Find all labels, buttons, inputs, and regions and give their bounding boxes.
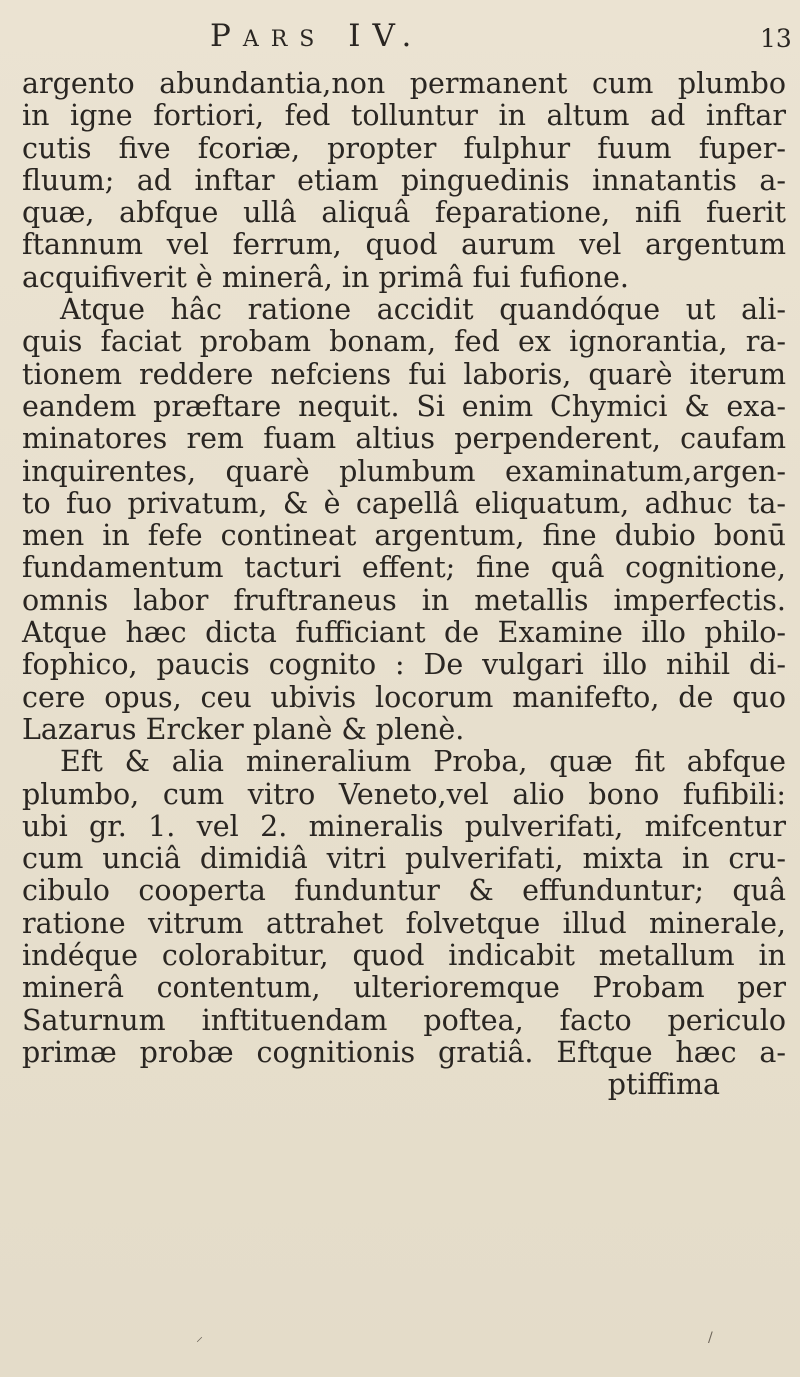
text-line: ftannum vel ferrum, quod aurum vel argentum (22, 228, 786, 262)
text-line: tionem reddere nefciens fui laboris, quarè iterum (22, 357, 786, 391)
text-line: cibulo cooperta funduntur & effunduntur; quâ (22, 874, 786, 908)
text-line: men in fefe contineat argentum, fine dubio bonū (22, 519, 786, 553)
ink-speck: / (708, 1330, 713, 1346)
text-line: eandem præftare nequit. Si enim Chymici & exa- (22, 389, 786, 423)
text-line: fundamentum tacturi effent; fine quâ cognitione, (22, 551, 786, 585)
paragraph-2 (22, 294, 786, 746)
text-line: Eft & alia mineralium Proba, quæ fit abfque (60, 745, 786, 779)
text-line: Lazarus Ercker planè & plenè. (22, 712, 465, 746)
text-line: inquirentes, quarè plumbum examinatum,argen- (22, 454, 786, 488)
text-line: fophico, paucis cognito : De vulgari illo nihil di- (22, 648, 786, 682)
text-line: primæ probæ cognitionis gratiâ. Eftque hæc a- (22, 1035, 786, 1069)
text-line: ubi gr. 1. vel 2. mineralis pulverifati, mifcentur (22, 809, 786, 843)
paragraph-3 (22, 746, 786, 1069)
page-number: 13 (760, 24, 792, 53)
text-line: cum unciâ dimidiâ vitri pulverifati, mixta in cru- (22, 842, 786, 876)
text-line: fluum; ad inftar etiam pinguedinis innatantis a- (22, 163, 786, 197)
text-line: Atque hæc dicta fufficiant de Examine illo philo- (22, 616, 786, 650)
ink-speck: ⸝ (196, 1329, 203, 1345)
text-line: argento abundantia,non permanent cum plumbo (22, 67, 786, 100)
text-line: to fuo privatum, & è capellâ eliquatum, adhuc ta- (22, 486, 786, 520)
catchword: ptiffima (607, 1068, 720, 1102)
text-line: plumbo, cum vitro Veneto,vel alio bono fufibili: (22, 777, 786, 811)
text-line: minerâ contentum, ulterioremque Probam per (22, 971, 786, 1005)
text-line: cutis five fcoriæ, propter fulphur fuum fuper- (22, 131, 786, 165)
running-head (0, 14, 800, 64)
text-line: ratione vitrum attrahet folvetque illud minerale, (22, 906, 786, 940)
text-line: quæ, abfque ullâ aliquâ feparatione, nifi fuerit (22, 196, 786, 230)
text-line: quis faciat probam bonam, fed ex ignorantia, ra- (22, 325, 786, 359)
text-line: indéque colorabitur, quod indicabit metallum in (22, 939, 786, 973)
text-line: acquifiverit è minerâ, in primâ fui fufione. (22, 260, 629, 294)
text-line: in igne fortiori, fed tolluntur in altum ad inftar (22, 99, 786, 133)
text-line: cere opus, ceu ubivis locorum manifefto, de quo (22, 680, 786, 714)
body-text (22, 68, 786, 1102)
text-line: Saturnum inftituendam poftea, facto periculo (22, 1003, 786, 1037)
text-line: omnis labor fruftraneus in metallis imperfectis. (22, 583, 786, 617)
running-title: Pars IV. (210, 18, 424, 54)
text-line: minatores rem fuam altius perpenderent, caufam (22, 422, 786, 456)
paragraph-1 (22, 68, 786, 294)
text-line: Atque hâc ratione accidit quandóque ut ali- (60, 293, 786, 327)
